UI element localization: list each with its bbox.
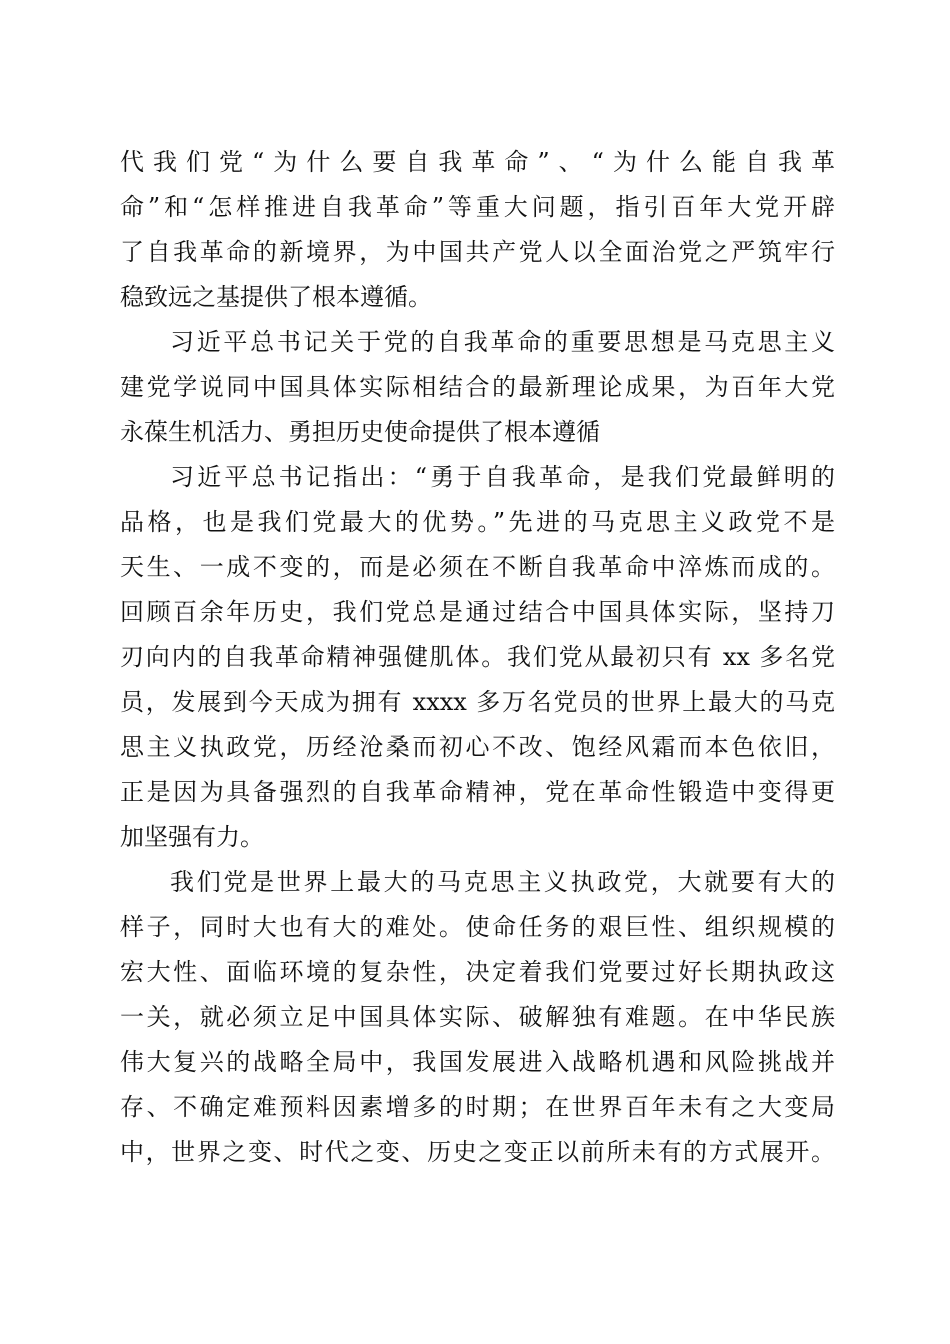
paragraph-3-line-1: 习近平总书记指出：“勇于自我革命，是我们党最鲜明的 [170, 463, 835, 491]
paragraph-4-line-5: 伟大复兴的战略全局中，我国发展进入战略机遇和风险挑战并 [120, 1048, 835, 1076]
paragraph-4-line-2: 样子，同时大也有大的难处。使命任务的艰巨性、组织规模的 [120, 913, 835, 941]
paragraph-4-line-7: 中，世界之变、时代之变、历史之变正以前所未有的方式展开。 [120, 1138, 835, 1166]
paragraph-2-line-2: 建党学说同中国具体实际相结合的最新理论成果，为百年大党 [120, 373, 835, 401]
paragraph-3-line-6: 员，发展到今天成为拥有 xxxx 多万名党员的世界上最大的马克 [120, 688, 835, 716]
paragraph-4-line-3: 宏大性、面临环境的复杂性，决定着我们党要过好长期执政这 [120, 958, 835, 986]
paragraph-4-line-4: 一关，就必须立足中国具体实际、破解独有难题。在中华民族 [120, 1003, 835, 1031]
paragraph-3-line-7: 思主义执政党，历经沧桑而初心不改、饱经风霜而本色依旧， [120, 733, 835, 761]
paragraph-1-line-1: 代我们党“为什么要自我革命”、“为什么能自我革 [120, 148, 835, 176]
paragraph-2-line-3: 永葆生机活力、勇担历史使命提供了根本遵循 [120, 418, 600, 446]
paragraph-1-line-2: 命”和“怎样推进自我革命”等重大问题，指引百年大党开辟 [120, 193, 835, 221]
paragraph-3-line-8: 正是因为具备强烈的自我革命精神，党在革命性锻造中变得更 [120, 778, 835, 806]
paragraph-3-line-3: 天生、一成不变的，而是必须在不断自我革命中淬炼而成的。 [120, 553, 835, 581]
paragraph-2-line-1: 习近平总书记关于党的自我革命的重要思想是马克思主义 [170, 328, 835, 356]
paragraph-1-line-4: 稳致远之基提供了根本遵循。 [120, 283, 432, 311]
paragraph-1-line-3: 了自我革命的新境界，为中国共产党人以全面治党之严筑牢行 [120, 238, 835, 266]
paragraph-3-line-5: 刃向内的自我革命精神强健肌体。我们党从最初只有 xx 多名党 [120, 643, 835, 671]
paragraph-4-line-1: 我们党是世界上最大的马克思主义执政党，大就要有大的 [170, 868, 835, 896]
paragraph-3-line-4: 回顾百余年历史，我们党总是通过结合中国具体实际，坚持刀 [120, 598, 835, 626]
document-body [120, 140, 835, 1175]
paragraph-3-line-9: 加坚强有力。 [120, 823, 264, 851]
paragraph-4-line-6: 存、不确定难预料因素增多的时期；在世界百年未有之大变局 [120, 1093, 835, 1121]
paragraph-3-line-2: 品格，也是我们党最大的优势。”先进的马克思主义政党不是 [120, 508, 835, 536]
